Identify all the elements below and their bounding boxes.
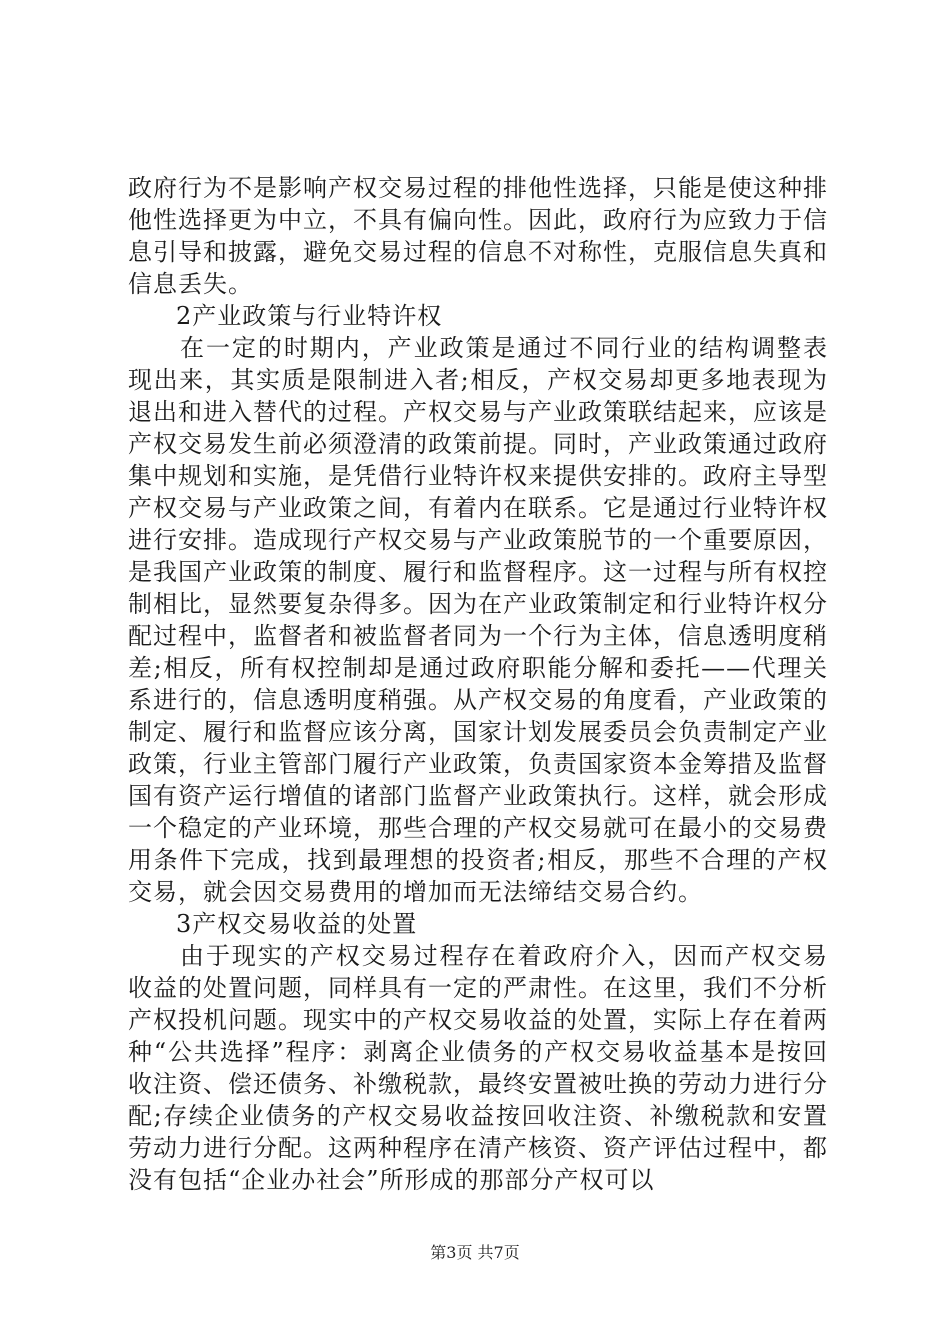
section-heading-3: 3产权交易收益的处置 (176, 910, 418, 938)
paragraph-3: 由于现实的产权交易过程存在着政府介入，因而产权交易收益的处置问题，同样具有一定的严肃性。在这里，我们不分析产权投机问题。现实中的产权交易收益的处置，实际上存在着两种“公共选择”程序：剥离企业债务的产权交易收益基本是按回收注资、偿还债务、补缴税款，最终安置被吐换的劳动力进行分配;存续企业债务的产权交易收益按回收注资、补缴税款和安置劳动力进行分配。这两种程序在清产核资、资产评估过程中，都没有包括“企业办社会”所形成的那部分产权可以 (128, 942, 828, 1194)
section-heading-2: 2产业政策与行业特许权 (176, 302, 443, 330)
page-number-footer: 第3页 共7页 (430, 1243, 520, 1262)
document-body (128, 172, 828, 1196)
paragraph-1: 政府行为不是影响产权交易过程的排他性选择，只能是使这种排他性选择更为中立，不具有偏向性。因此，政府行为应致力于信息引导和披露，避免交易过程的信息不对称性，克服信息失真和信息丢失。 (128, 174, 828, 298)
paragraph-2: 在一定的时期内，产业政策是通过不同行业的结构调整表现出来，其实质是限制进入者;相反，产权交易却更多地表现为退出和进入替代的过程。产权交易与产业政策联结起来，应该是产权交易发生前必须澄清的政策前提。同时，产业政策通过政府集中规划和实施，是凭借行业特许权来提供安排的。政府主导型产权交易与产业政策之间，有着内在联系。它是通过行业特许权进行安排。造成现行产权交易与产业政策脱节的一个重要原因，是我国产业政策的制度、履行和监督程序。这一过程与所有权控制相比，显然要复杂得多。因为在产业政策制定和行业特许权分配过程中，监督者和被监督者同为一个行为主体，信息透明度稍差;相反，所有权控制却是通过政府职能分解和委托——代理关系进行的，信息透明度稍强。从产权交易的角度看，产业政策的制定、履行和监督应该分离，国家计划发展委员会负责制定产业政策，行业主管部门履行产业政策，负责国家资本金筹措及监督国有资产运行增值的诸部门监督产业政策执行。这样，就会形成一个稳定的产业环境，那些合理的产权交易就可在最小的交易费用条件下完成，找到最理想的投资者;相反，那些不合理的产权交易，就会因交易费用的增加而无法缔结交易合约。 (128, 334, 828, 906)
